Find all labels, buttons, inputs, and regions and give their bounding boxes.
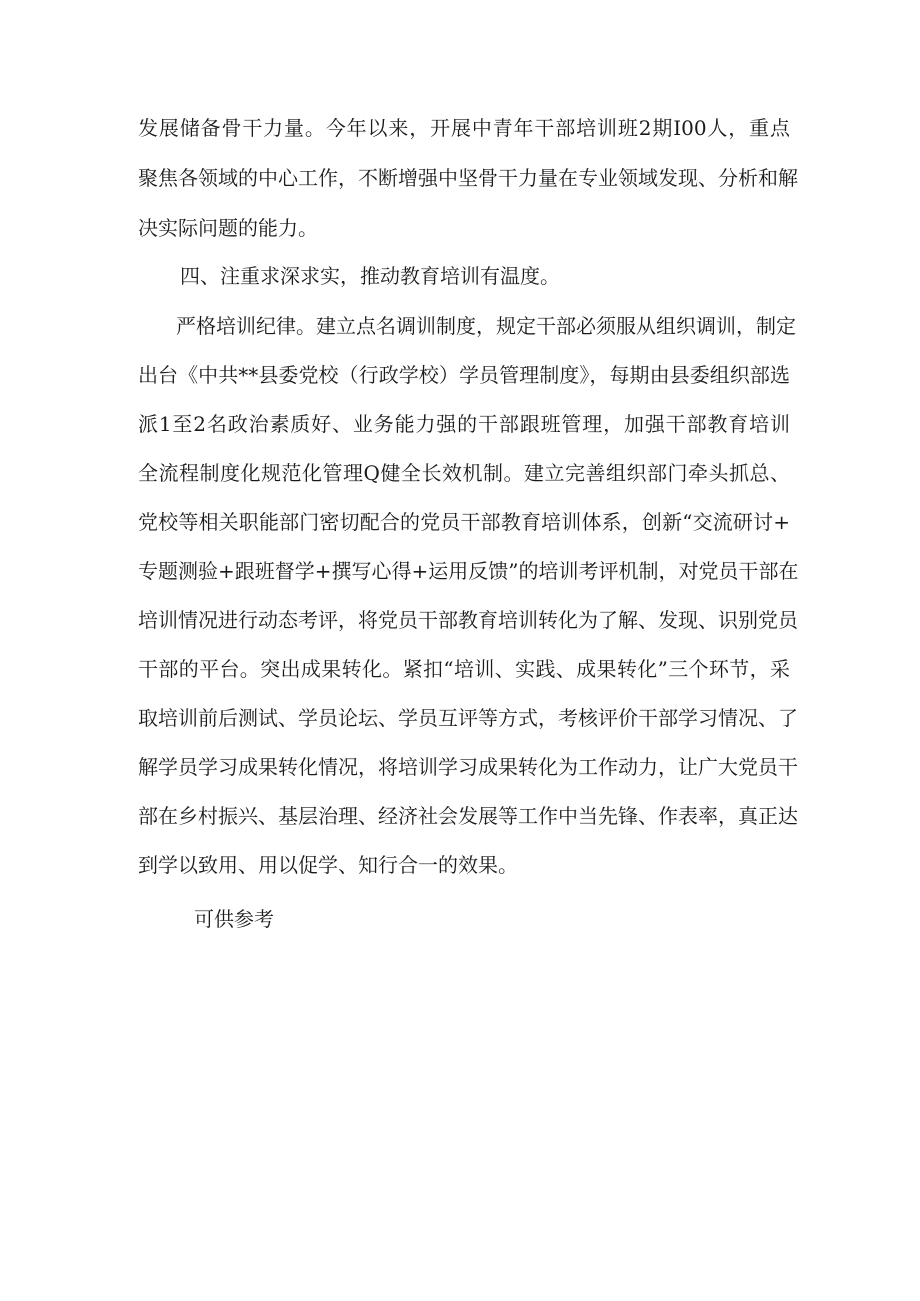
paragraph-2-line-11: 部在乡村振兴、基层治理、经济社会发展等工作中当先锋、作表率，真正达: [138, 804, 798, 828]
paragraph-2-line-1: 严格培训纪律。建立点名调训制度，规定干部必须服从组织调训，制定: [176, 314, 796, 338]
paragraph-2-line-9: 取培训前后测试、学员论坛、学员互评等方式，考核评价干部学习情况、了: [138, 706, 798, 730]
paragraph-2-line-5: 党校等相关职能部门密切配合的党员干部教育培训体系，创新“交流研讨+: [138, 510, 790, 534]
paragraph-2-line-3: 派1至2名政治素质好、业务能力强的干部跟班管理，加强干部教育培训: [138, 412, 790, 436]
paragraph-1-line-1: 发展储备骨干力量。今年以来，开展中青年干部培训班2期I00人，重点: [138, 116, 790, 140]
paragraph-2-line-10: 解学员学习成果转化情况，将培训学习成果转化为工作动力，让广大党员干: [138, 755, 798, 779]
paragraph-2-line-6: 专题测验+跟班督学+撰写心得+运用反馈”的培训考评机制，对党员干部在: [138, 559, 799, 583]
paragraph-1-line-2: 聚焦各领域的中心工作，不断增强中坚骨干力量在专业领域发现、分析和解: [138, 166, 798, 190]
section-heading-4: 四、注重求深求实，推动教育培训有温度。: [180, 264, 560, 288]
paragraph-2-line-2: 出台《中共**县委党校（行政学校）学员管理制度》，每期由县委组织部选: [138, 363, 790, 387]
footer-note: 可供参考: [194, 907, 274, 931]
paragraph-2-line-12: 到学以致用、用以促学、知行合一的效果。: [138, 853, 518, 877]
paragraph-2-line-7: 培训情况进行动态考评，将党员干部教育培训转化为了解、发现、识别党员: [138, 608, 798, 632]
paragraph-2-line-8: 干部的平台。突出成果转化。紧扣“培训、实践、成果转化”三个环节，采: [138, 657, 790, 681]
paragraph-2-line-4: 全流程制度化规范化管理Q健全长效机制。建立完善组织部门牵头抓总、: [138, 461, 790, 485]
paragraph-1-line-3: 决实际问题的能力。: [138, 216, 318, 240]
